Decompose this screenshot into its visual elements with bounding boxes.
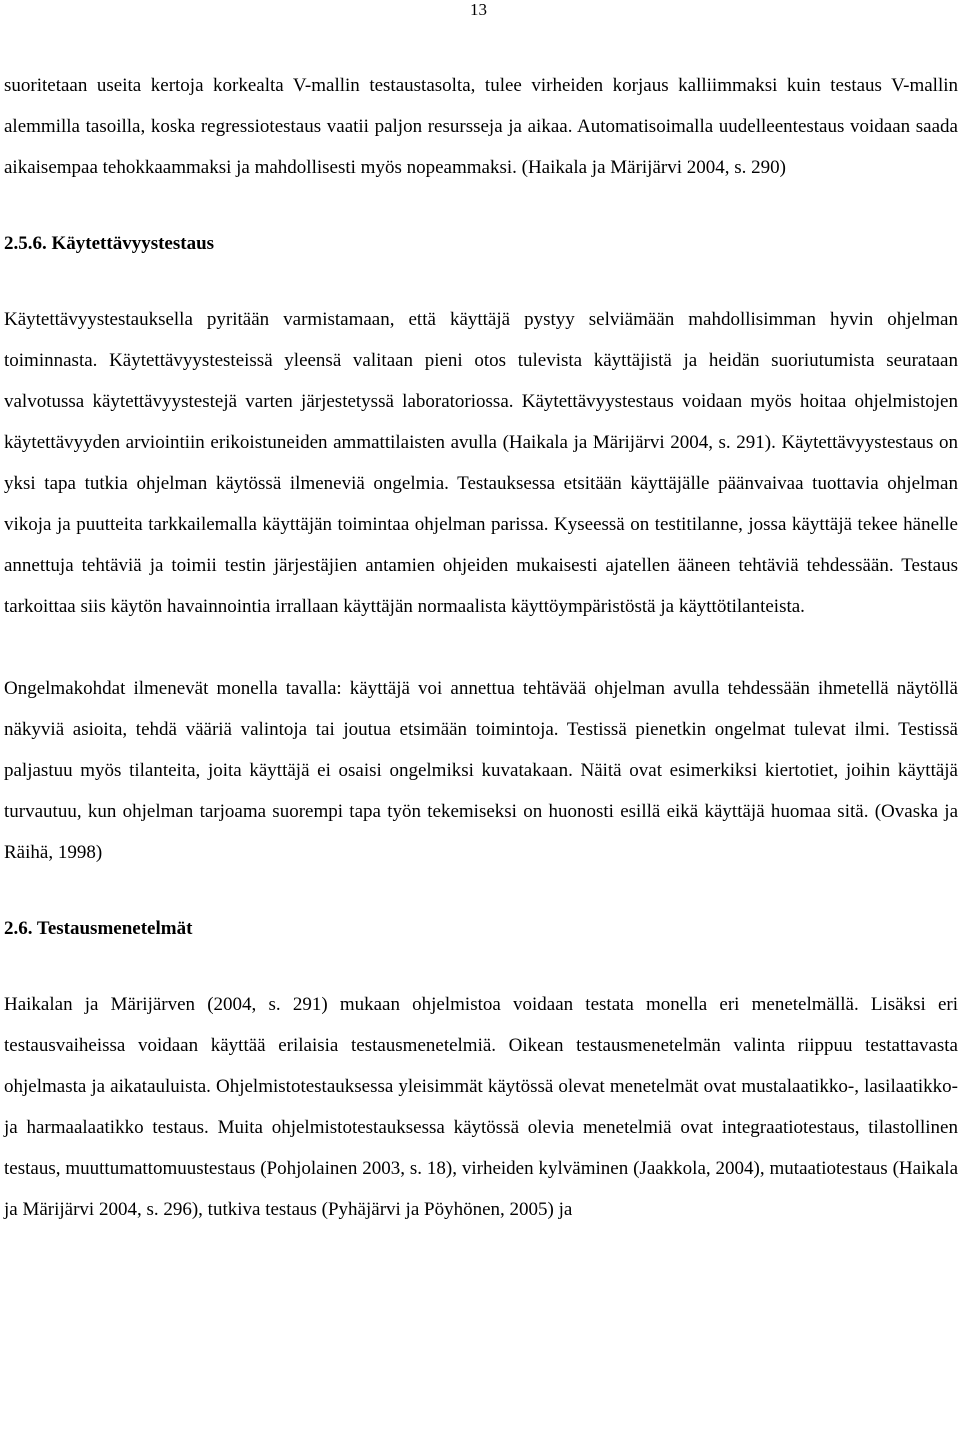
spacer bbox=[4, 873, 958, 908]
section-heading-kaytettavyystestaus: 2.5.6. Käytettävyystestaus bbox=[4, 233, 215, 254]
usability-paragraph-1: Käytettävyystestauksella pyritään varmistamaan, että käyttäjä pystyy selviämään mahdollisimman hyvin ohjelman toiminnasta. Käytettävyystesteissä yleensä valitaan pieni otos tulevista käyttäjistä ja heidän suoriutumista seurataan valvotussa käytettävyystestejä varten järjestetyssä laboratoriossa. Käytettävyystestaus voidaan myös hoitaa ohjelmistojen käytettävyyden arviointiin erikoistuneiden ammattilaisten avulla (Haikala ja Märijärvi 2004, s. 291). Käytettävyystestaus on yksi tapa tutkia ohjelman käytössä ilmeneviä ongelmia. Testauksessa etsitään käyttäjälle päänvaivaa tuottavia ohjelman vikoja ja puutteita tarkkailemalla käyttäjän toimintaa ohjelman parissa. Kyseessä on testitilanne, jossa käyttäjä tekee hänelle annettuja tehtäviä ja toimii testin järjestäjien antamien ohjeiden mukaisesti ajatellen ääneen tehtäviä tehdessään. Testaus tarkoittaa siis käytön havainnointia irrallaan käyttäjän normaalista käyttöympäristöstä ja käyttötilanteista. bbox=[4, 309, 958, 617]
section-heading-testausmenetelmat: 2.6. Testausmenetelmät bbox=[4, 918, 193, 939]
page-number: 13 bbox=[470, 0, 487, 19]
methods-paragraph-1: Haikalan ja Märijärven (2004, s. 291) mukaan ohjelmistoa voidaan testata monella eri menetelmällä. Lisäksi eri testausvaiheissa voidaan käyttää erilaisia testausmenetelmiä. Oikean testausmenetelmän valinta riippuu testattavasta ohjelmasta ja aikatauluista. Ohjelmistotestauksessa yleisimmät käytössä olevat menetelmät ovat mustalaatikko-, lasilaatikko- ja harmaalaatikko testaus. Muita ohjelmistotestauksessa käytössä olevia menetelmiä ovat integraatiotestaus, tilastollinen testaus, muuttumattomuustestaus (Pohjolainen 2003, s. 18), virheiden kylväminen (Jaakkola, 2004), mutaatiotestaus (Haikala ja Märijärvi 2004, s. 296), tutkiva testaus (Pyhäjärvi ja Pöyhönen, 2005) ja bbox=[4, 994, 958, 1220]
spacer bbox=[4, 949, 958, 984]
spacer bbox=[4, 188, 958, 223]
spacer bbox=[4, 264, 958, 299]
spacer bbox=[4, 627, 958, 668]
intro-paragraph: suoritetaan useita kertoja korkealta V-mallin testaustasolta, tulee virheiden korjaus kalliimmaksi kuin testaus V-mallin alemmilla tasoilla, koska regressiotestaus vaatii paljon resursseja ja aikaa. Automatisoimalla uudelleentestaus voidaan saada aikaisempaa tehokkaammaksi ja mahdollisesti myös nopeammaksi. (Haikala ja Märijärvi 2004, s. 290) bbox=[4, 75, 958, 178]
document-body bbox=[4, 65, 958, 1230]
usability-paragraph-2: Ongelmakohdat ilmenevät monella tavalla: käyttäjä voi annettua tehtävää ohjelman avulla tehdessään ihmetellä näytöllä näkyviä asioita, tehdä vääriä valintoja tai joutua etsimään toimintoja. Testissä pienetkin ongelmat tulevat ilmi. Testissä paljastuu myös tilanteita, joita käyttäjä ei osaisi ongelmiksi kuvatakaan. Näitä ovat esimerkiksi kiertotiet, joihin käyttäjä turvautuu, kun ohjelman tarjoama suorempi tapa työn tekemiseksi on huonosti esillä eikä käyttäjä huomaa sitä. (Ovaska ja Räihä, 1998) bbox=[4, 678, 958, 863]
